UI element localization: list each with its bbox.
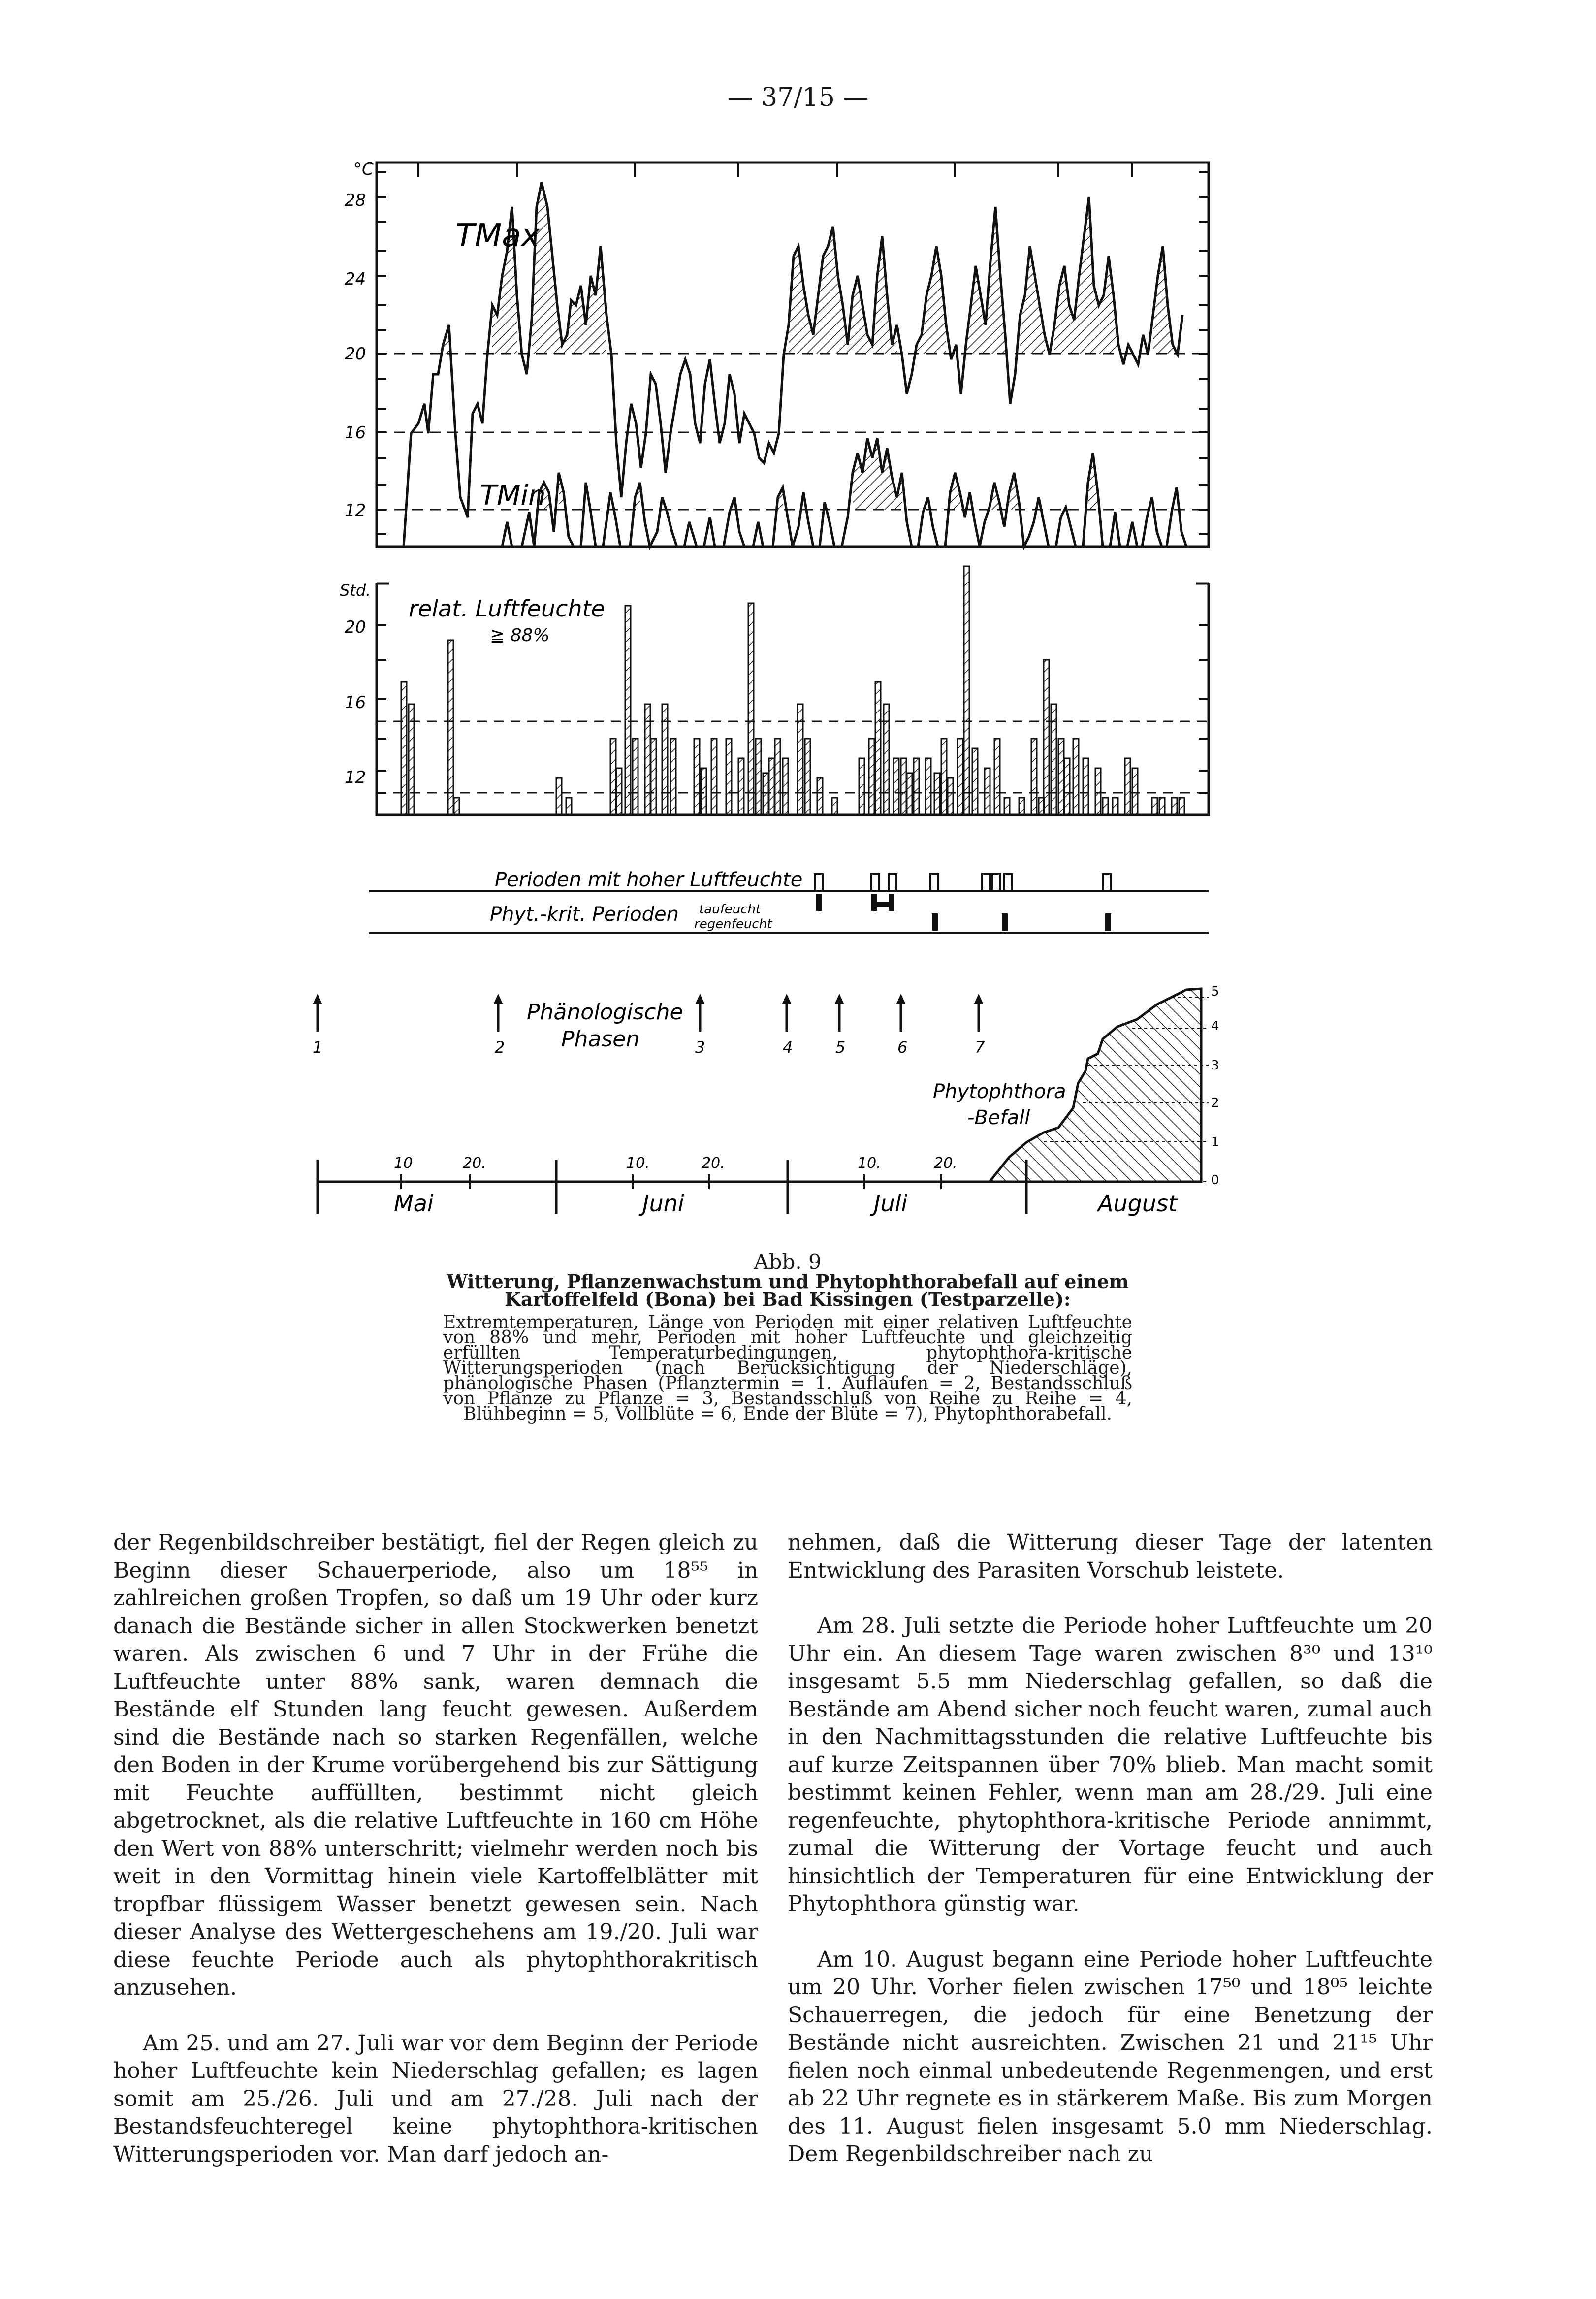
- level-1: 1: [1211, 1135, 1219, 1150]
- humidity-bar: [756, 739, 761, 815]
- temp-tick-24: 24: [345, 269, 366, 289]
- tick-mai-10: 10: [394, 1155, 413, 1172]
- tmax-excess-area: [966, 207, 1005, 354]
- caption-body: Extremtemperaturen, Länge von Perioden mit einer relativen Luftfeuchte von 88% und mehr, Perioden mit hoher Luftfeuchte und gleichzeitig erfüllten Temperaturbedingungen, phytophthora-kritische Witterungsperioden (nach Berücksichtigung der Niederschläge), phänologische Phasen (Pflanztermin = 1. Auflaufen = 2, Bestandsschluß von Pflanze zu Pflanze = 3, Bestandsschluß von Reihe zu Reihe = 4, Blühbeginn = 5, Vollblüte = 6, Ende der Blüte = 7), Phytophthorabefall.: [443, 1312, 1132, 1424]
- left-column: [113, 1529, 758, 2196]
- humidity-bar: [1058, 739, 1064, 815]
- humidity-bar: [926, 758, 931, 815]
- temp-tick-20: 20: [345, 344, 366, 364]
- humidity-bar: [1132, 768, 1138, 815]
- humidity-bar: [907, 773, 912, 815]
- humidity-bar: [1064, 758, 1070, 815]
- high-humidity-period: [992, 874, 1000, 891]
- tick-juli-10: 10.: [858, 1155, 881, 1172]
- humidity-bar: [1031, 739, 1037, 815]
- hum-tick-12: 12: [345, 768, 366, 787]
- humidity-bar: [985, 768, 990, 815]
- paragraph: Am 25. und am 27. Juli war vor dem Beginn der Periode hoher Luftfeuchte kein Niederschlag gefallen; es lagen somit am 25./26. Juli und am 27./28. Juli nach der Bestandsfeuchteregel keine phytophthora-kritischen Witterungsperioden vor. Man darf jedoch an-: [113, 2030, 758, 2167]
- phytophthora-label-1: Phytophthora: [933, 1080, 1066, 1103]
- humidity-bar: [1179, 798, 1184, 815]
- humidity-bar: [1051, 704, 1056, 815]
- high-humidity-period: [930, 874, 938, 891]
- tick-juni-20: 20.: [702, 1155, 725, 1172]
- temp-tick-28: 28: [345, 191, 366, 210]
- month-mai: Mai: [394, 1190, 434, 1217]
- phase-arrow-head: [313, 994, 322, 1004]
- rain-wet-label: regenfeucht: [694, 917, 772, 932]
- high-humidity-period: [889, 874, 896, 891]
- humidity-bar: [805, 739, 810, 815]
- humidity-bar: [625, 606, 631, 815]
- humidity-bar: [1044, 660, 1049, 815]
- tmin-excess-area: [853, 438, 902, 510]
- phytophthora-label-2: -Befall: [967, 1106, 1030, 1129]
- periods-panel: [369, 869, 1209, 933]
- phytophthora-panel: [933, 984, 1219, 1188]
- phase-6: 6: [897, 1038, 908, 1057]
- humidity-bar: [1152, 798, 1157, 815]
- temp-tick-16: 16: [345, 423, 366, 443]
- critical-period: [932, 913, 938, 931]
- humidity-bar: [1095, 768, 1101, 815]
- paragraph: der Regenbildschreiber bestätigt, fiel der Regen gleich zu Beginn dieser Schauerperiode, also um 18⁵⁵ in zahlreichen großen Tropfen, so daß um 19 Uhr oder kurz danach die Bestände sicher in allen Stockwerken benetzt waren. Als zwischen 6 und 7 Uhr in der Frühe die Luftfeuchte unter 88% sank, waren demnach die Bestände elf Stunden lang feucht gewesen. Außerdem sind die Bestände nach so starken Regenfällen, welche den Boden in der Krume vorübergehend bis zur Sättigung mit Feuchte auffüllten, bestimmt nicht gleich abgetrocknet, als die relative Luftfeuchte in 160 cm Höhe den Wert von 88% unterschritt; vielmehr werden noch bis weit in den Vormittag hinein viele Kartoffelblätter mit tropfbar flüssigem Wasser benetzt gewesen sein. Nach dieser Analyse des Wettergeschehens am 19./20. Juli war diese feuchte Periode auch als phytophthorakritisch anzusehen.: [113, 1530, 758, 2000]
- humidity-bar: [901, 758, 906, 815]
- humidity-bar: [1004, 798, 1010, 815]
- humidity-bar: [738, 758, 744, 815]
- humidity-label: relat. Luftfeuchte: [409, 595, 605, 622]
- level-2: 2: [1211, 1096, 1219, 1110]
- tick-juni-10: 10.: [626, 1155, 650, 1172]
- high-humidity-period: [815, 874, 823, 891]
- humidity-bar: [1083, 758, 1088, 815]
- phase-1: 1: [313, 1038, 323, 1057]
- humidity-bar: [701, 768, 706, 815]
- humidity-bar: [934, 773, 940, 815]
- humidity-bar: [1113, 798, 1118, 815]
- tmin-curve: [502, 438, 1186, 547]
- paragraph: Am 28. Juli setzte die Periode hoher Luftfeuchte um 20 Uhr ein. An diesem Tage waren zwischen 8³⁰ und 13¹⁰ insgesamt 5.5 mm Niederschlag gefallen, so daß die Bestände am Abend sicher noch feucht waren, zumal auch in den Nachmittagsstunden die relative Luftfeuchte bis auf kurze Zeitspannen über 70% blieb. Man macht somit bestimmt keinen Fehler, wenn man am 28./29. Juli eine regenfeuchte, phytophthora-kritische Periode annimmt, zumal die Witterung der Vortage feucht und auch hinsichtlich der Temperaturen für eine Entwicklung der Phytophthora günstig war.: [788, 1613, 1433, 1916]
- humidity-bar: [769, 758, 774, 815]
- phase-arrow-head: [493, 994, 503, 1004]
- month-august: August: [1098, 1190, 1177, 1217]
- humidity-bar: [869, 739, 874, 815]
- humidity-bar: [1073, 739, 1079, 815]
- humidity-unit: Std.: [340, 581, 371, 600]
- humidity-bar: [894, 758, 899, 815]
- humidity-bar: [556, 778, 562, 815]
- humidity-bar: [748, 603, 754, 815]
- critical-period: [816, 894, 822, 911]
- humidity-bar: [958, 739, 963, 815]
- humidity-bar: [566, 798, 572, 815]
- humidity-bar: [1172, 798, 1177, 815]
- right-column: [788, 1529, 1433, 2196]
- level-4: 4: [1211, 1019, 1219, 1034]
- phase-2: 2: [495, 1038, 505, 1057]
- humidity-bar: [941, 739, 947, 815]
- humidity-bar: [914, 758, 919, 815]
- high-humidity-period: [871, 874, 879, 891]
- humidity-bar: [610, 739, 616, 815]
- humidity-bar: [454, 798, 459, 815]
- tmin-label: TMin: [480, 480, 546, 512]
- phase-7: 7: [975, 1038, 985, 1057]
- humidity-panel: [340, 566, 1209, 815]
- humidity-bar: [859, 758, 864, 815]
- humidity-bar: [670, 739, 676, 815]
- phenology-label-2: Phasen: [561, 1027, 640, 1052]
- level-3: 3: [1211, 1058, 1219, 1073]
- humidity-bar: [401, 682, 407, 815]
- humidity-bar: [651, 739, 656, 815]
- temperature-unit: °C: [353, 160, 374, 179]
- tmax-label: TMax: [455, 218, 540, 254]
- humidity-bar: [726, 739, 732, 815]
- hum-tick-20: 20: [345, 617, 366, 637]
- phase-arrow-head: [834, 994, 844, 1004]
- humidity-bar: [1019, 798, 1024, 815]
- phenology-label-1: Phänologische: [527, 1000, 683, 1025]
- dew-wet-label: taufeucht: [699, 902, 761, 917]
- phase-arrow-head: [896, 994, 906, 1004]
- tick-juli-20: 20.: [934, 1155, 958, 1172]
- phase-4: 4: [783, 1038, 793, 1057]
- humidity-bar: [1125, 758, 1130, 815]
- humidity-bar: [645, 704, 650, 815]
- high-humidity-period: [1004, 874, 1012, 891]
- humidity-bar: [662, 704, 668, 815]
- phase-5: 5: [835, 1038, 846, 1057]
- critical-period: [871, 902, 894, 907]
- humidity-bar: [448, 640, 453, 815]
- humidity-threshold-label: ≧ 88%: [490, 625, 550, 646]
- period-marks: [815, 874, 1111, 931]
- caption-number: Abb. 9: [754, 1250, 822, 1274]
- humidity-bar: [409, 704, 414, 815]
- tick-mai-20: 20.: [463, 1155, 486, 1172]
- month-juni: Juni: [642, 1190, 684, 1217]
- phenology-panel: [313, 994, 985, 1057]
- humidity-bar: [948, 778, 953, 815]
- critical-periods-label: Phyt.-krit. Perioden: [490, 903, 679, 926]
- temp-tick-12: 12: [345, 501, 366, 520]
- temperature-panel: [345, 160, 1209, 547]
- critical-period: [1002, 913, 1008, 931]
- critical-period: [1105, 913, 1111, 931]
- high-humidity-period: [1103, 874, 1111, 891]
- humidity-bar: [763, 773, 768, 815]
- level-5: 5: [1211, 984, 1219, 999]
- humidity-bar: [817, 778, 823, 815]
- humidity-bar: [964, 566, 969, 815]
- hum-tick-16: 16: [345, 693, 366, 712]
- humidity-bar: [633, 739, 638, 815]
- paragraph: Am 10. August begann eine Periode hoher Luftfeuchte um 20 Uhr. Vorher fielen zwischen 17⁵⁰ und 18⁰⁵ leichte Schauerregen, die jedoch für eine Benetzung der Bestände nicht ausreichten. Zwischen 21 und 21¹⁵ Uhr fielen noch einmal unbedeutende Regenmengen, und erst ab 22 Uhr regnete es in stärkerem Maße. Bis zum Morgen des 11. August fielen insgesamt 5.0 mm Niederschlag. Dem Regenbildschreiber nach zu: [788, 1946, 1433, 2167]
- humidity-bar: [775, 739, 780, 815]
- humidity-bar: [694, 739, 700, 815]
- humidity-bar: [884, 704, 889, 815]
- phase-arrow-head: [974, 994, 984, 1004]
- paragraph: nehmen, daß die Witterung dieser Tage der latenten Entwicklung des Parasiten Vorschub leistete.: [788, 1530, 1433, 1583]
- humidity-bar: [972, 748, 978, 815]
- page-number: — 37/15 —: [727, 83, 869, 112]
- humidity-bar: [1103, 798, 1108, 815]
- humidity-bar: [875, 682, 881, 815]
- caption-title: Witterung, Pflanzenwachstum und Phytophthorabefall auf einem Kartoffelfeld (Bona) bei Bad Kissingen (Testparzelle):: [447, 1270, 1129, 1310]
- humidity-bar: [1159, 798, 1165, 815]
- high-humidity-periods-label: Perioden mit hoher Luftfeuchte: [495, 869, 803, 891]
- humidity-bar: [783, 758, 788, 815]
- humidity-bar: [798, 704, 803, 815]
- phase-arrow-head: [782, 994, 792, 1004]
- humidity-bar: [832, 798, 837, 815]
- level-0: 0: [1211, 1173, 1219, 1188]
- phase-arrow-head: [695, 994, 705, 1004]
- phase-3: 3: [695, 1038, 705, 1057]
- humidity-bar: [616, 768, 622, 815]
- humidity-bar: [994, 739, 1000, 815]
- high-humidity-period: [982, 874, 990, 891]
- month-juli: Juli: [874, 1190, 908, 1217]
- humidity-bar: [711, 739, 717, 815]
